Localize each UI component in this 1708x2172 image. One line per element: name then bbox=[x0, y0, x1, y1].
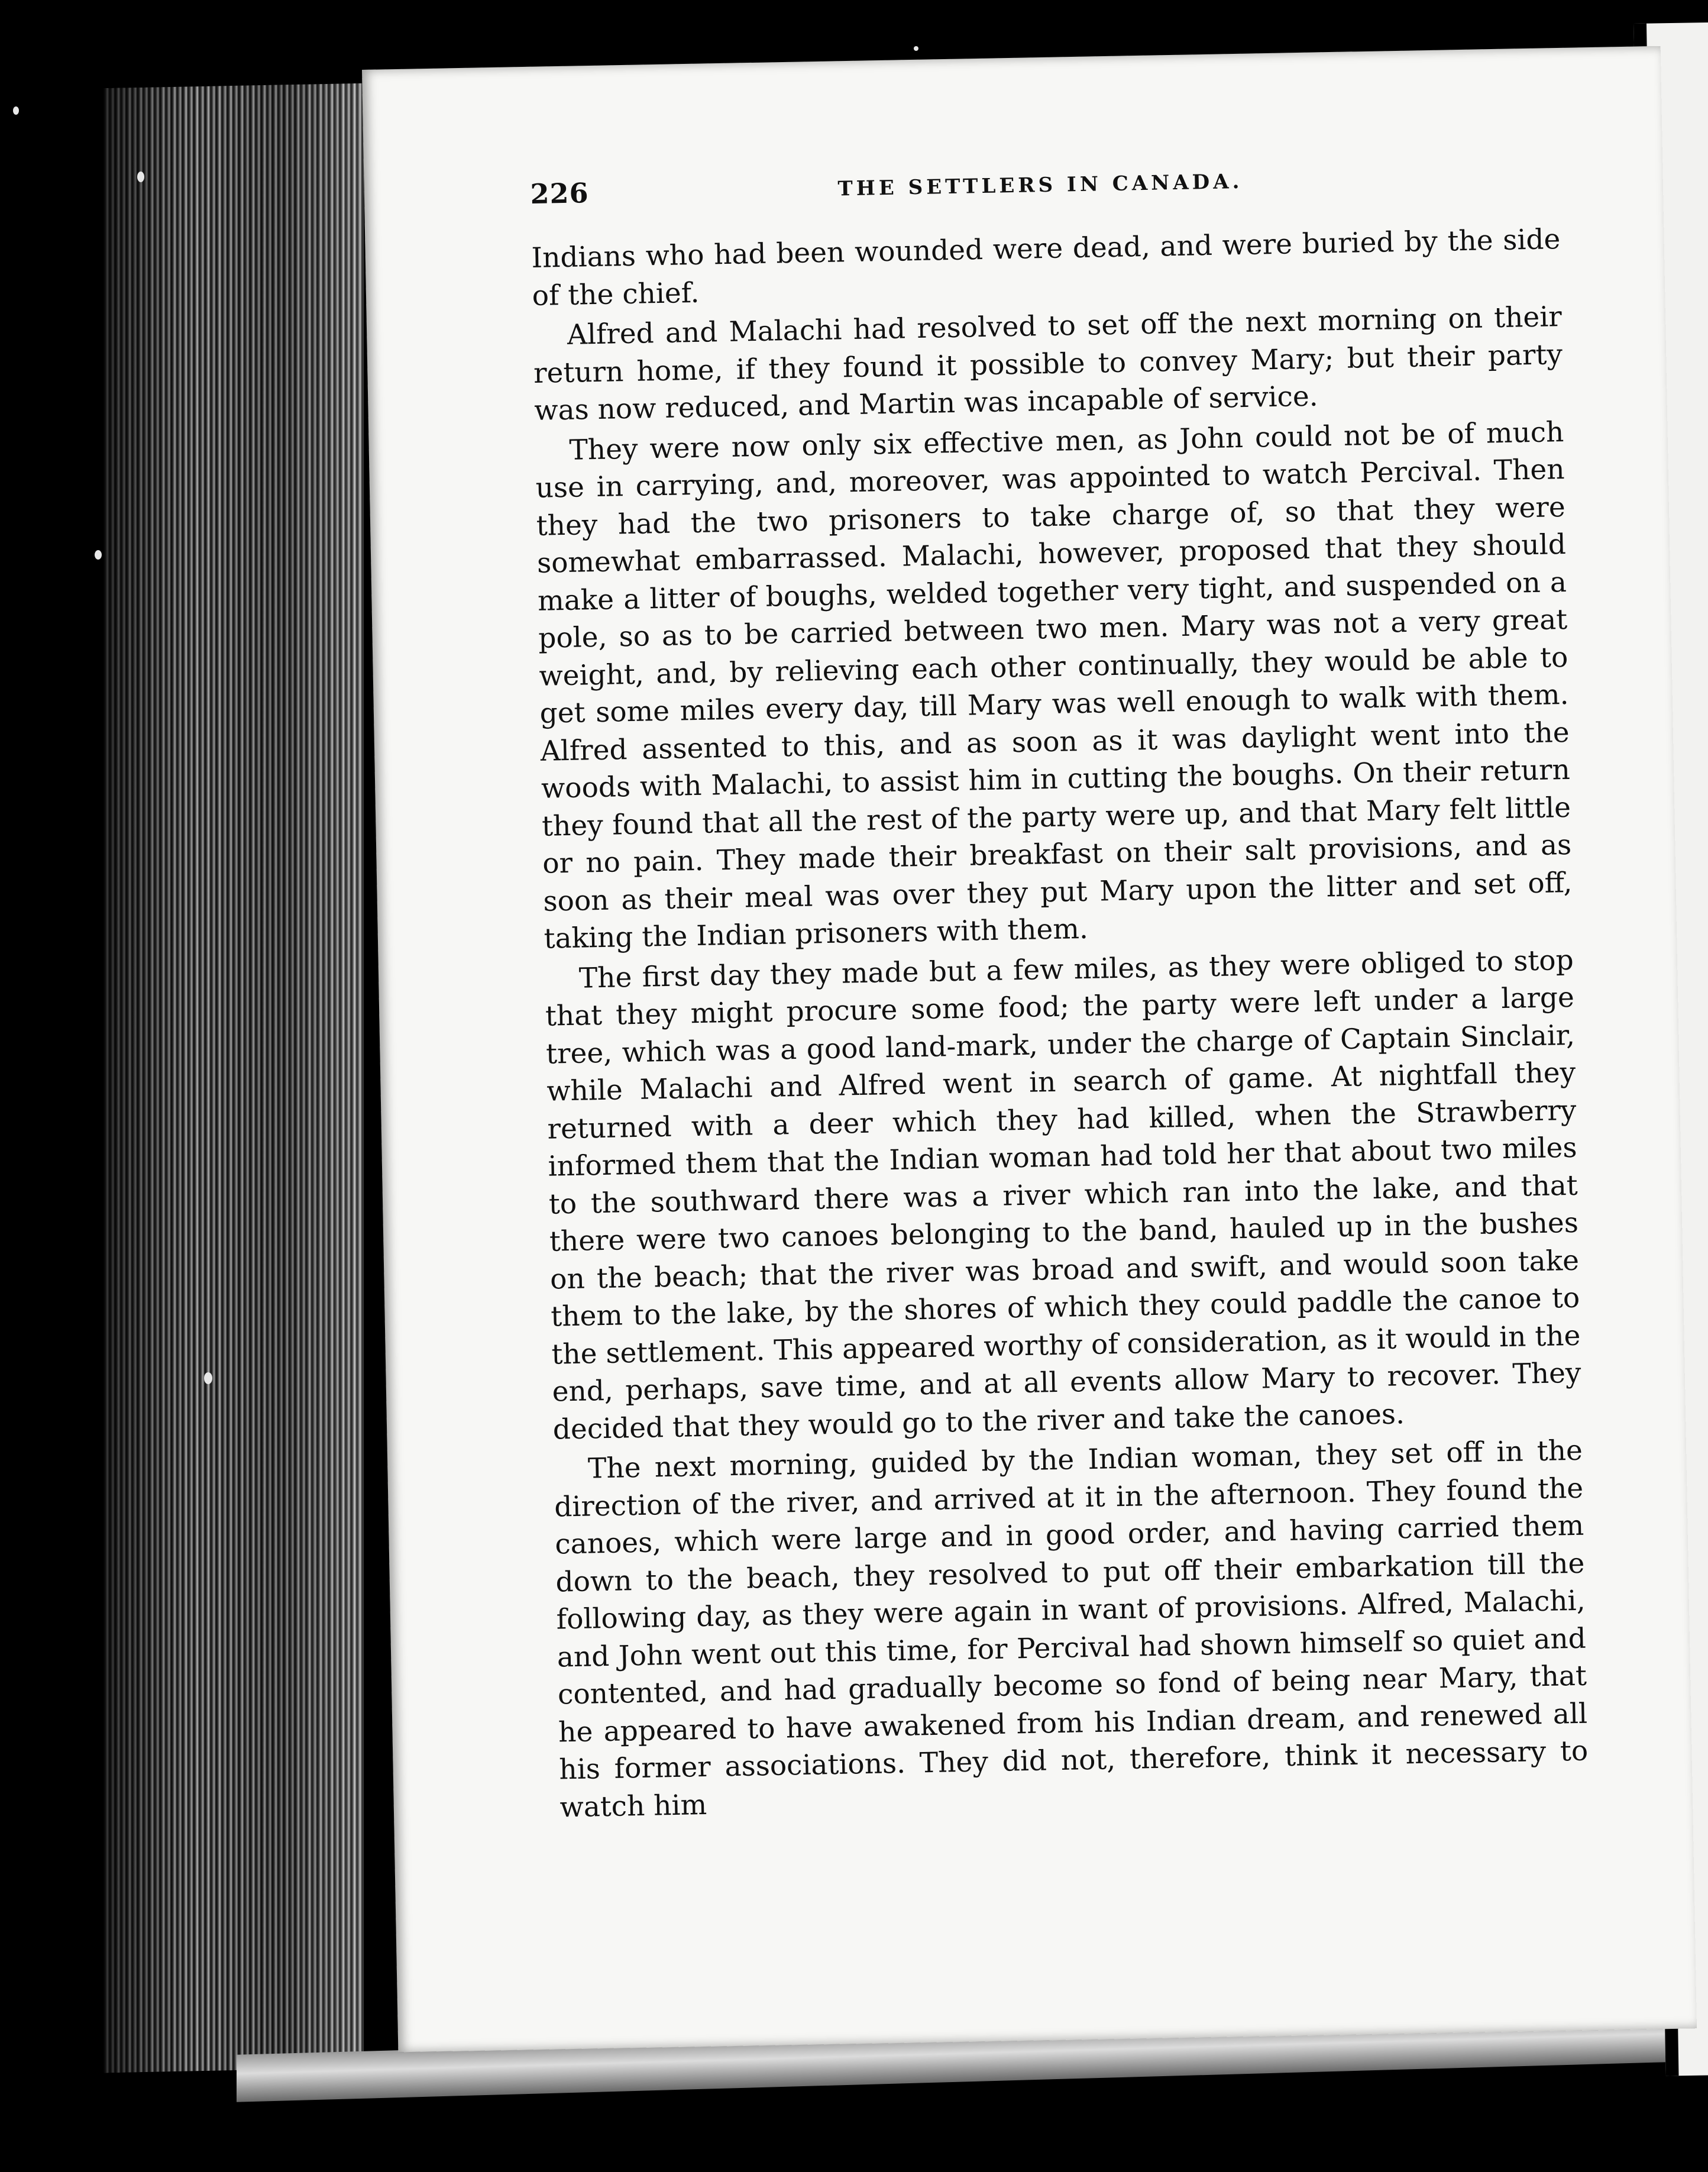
body-text bbox=[531, 221, 1589, 1826]
scan-speck bbox=[914, 46, 918, 51]
paragraph: They were now only six effective men, as John could not be of much use in carrying, and, moreover, was appointed to watch Percival. Then they had the two prisoners to take charge of, so that they were somewhat embarrassed. Malachi, however, proposed that they should make a litter of boughs, welded together very tight, and suspended on a pole, so as to be carried between two men. Mary was not a very great weight, and, by relieving each other continually, they would be able to get some miles every day, till Mary was well enough to walk with them. Alfred assented to this, and as soon as it was daylight went into the woods with Malachi, to assist him in cutting the boughs. On their return they found that all the rest of the party were up, and that Mary felt little or no pain. They made their breakfast on their salt provisions, and as soon as their meal was over they put Mary upon the litter and set off, taking the Indian prisoners with them. bbox=[535, 415, 1573, 955]
page-number: 226 bbox=[530, 177, 590, 210]
paragraph: The first day they made but a few miles, as they were obliged to stop that they might procure some food; the party were left under a large tree, which was a good land-mark, under the charge of Captain Sinclair, while Malachi and Alfred went in search of game. At nightfall they returned with a deer which they had killed, when the Strawberry informed them that the Indian woman had told her that about two miles to the southward there was a river which ran into the lake, and that there were two canoes belonging to the band, hauled up in the bushes on the beach; that the river was broad and swift, and would soon take them to the lake, by the shores of which they could paddle the canoe to the settlement. This appeared worthy of consideration, as it would in the end, perhaps, save time, and at all events allow Mary to recover. They decided that they would go to the river and take the canoes. bbox=[545, 943, 1581, 1446]
paragraph: Indians who had been wounded were dead, and were buried by the side of the chief. bbox=[531, 223, 1561, 312]
running-title: THE SETTLERS IN CANADA. bbox=[837, 169, 1243, 201]
page-text-block bbox=[530, 156, 1589, 1826]
scan-speck bbox=[204, 1372, 212, 1384]
paragraph: The next morning, guided by the Indian woman, they set off in the direction of the river, and arrived at it in the afternoon. They found the canoes, which were large and in good order, and having carried them down to the beach, they resolved to put off their embarkation till the following day, as they were again in want of provisions. Alfred, Malachi, and John went out this time, for Percival had shown himself so quiet and contented, and had gradually become so fond of being near Mary, that he appeared to have awakened from his Indian dream, and renewed all his former associations. They did not, therefore, think it necessary to watch him bbox=[554, 1434, 1589, 1824]
paragraph: Alfred and Malachi had resolved to set off the next morning on their return home, if they found it possible to convey Mary; but their party was now reduced, and Martin was incapable of service. bbox=[533, 300, 1563, 427]
scan-speck bbox=[137, 172, 144, 182]
scan-speck bbox=[95, 550, 102, 560]
fore-edge-shadow bbox=[103, 83, 364, 2073]
scan-speck bbox=[13, 106, 19, 115]
